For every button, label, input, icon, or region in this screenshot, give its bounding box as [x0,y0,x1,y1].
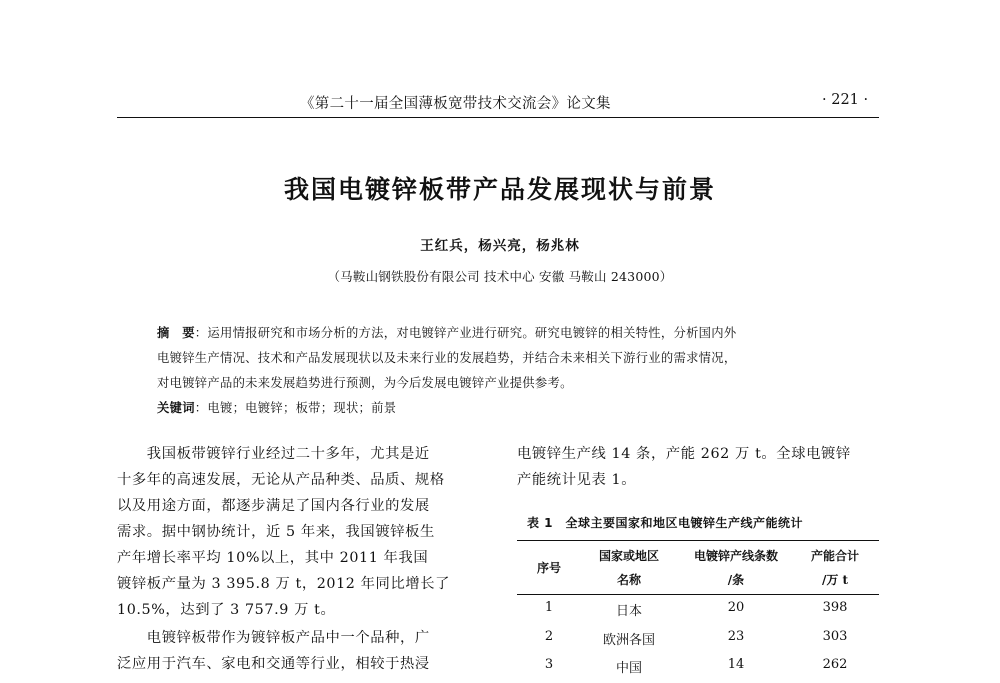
table-header-region-sub: 名称 [616,573,641,587]
keywords-label: 关键词 [157,401,195,415]
body-line: 产年增长率平均 10%以上，其中 2011 年我国 [117,550,429,566]
table-cell-capacity: 303 [822,629,848,644]
table-cell-region: 中国 [615,661,642,676]
table-cell-region: 日本 [615,604,642,619]
abstract-line [157,323,736,341]
table-top-rule [517,540,879,541]
table-header-lines-unit: /条 [727,573,745,587]
body-line: 泛应用于汽车、家电和交通等行业，相较于热浸 [117,656,430,672]
table-cell-capacity: 262 [822,657,848,672]
abstract-text: ：运用情报研究和市场分析的方法，对电镀锌产业进行研究。研究电镀锌的相关特性，分析国内外 [194,326,737,340]
body-line: 产能统计见表 1。 [517,472,637,488]
table-cell-lines: 14 [727,657,745,672]
paper-title: 我国电镀锌板带产品发展现状与前景 [283,175,716,204]
abstract-line: 电镀锌生产情况、技术和产品发展现状以及未来行业的发展趋势，并结合未来相关下游行业的需求情况， [157,351,737,365]
header-rule [117,117,879,118]
table-caption: 表 1 全球主要国家和地区电镀锌生产线产能统计 [527,516,804,530]
paper-affiliation: （马鞍山钢铁股份有限公司 技术中心 安徽 马鞍山 243000） [327,269,673,284]
table-header-region: 国家或地区 [598,549,659,563]
table-cell-region: 欧洲各国 [602,633,655,648]
body-line: 十多年的高速发展，无论从产品种类、品质、规格 [117,472,445,488]
body-line: 电镀锌生产线 14 条，产能 262 万 t。全球电镀锌 [517,446,851,462]
body-line: 电镀锌板带作为镀锌板产品中一个品种，广 [117,630,430,646]
table-cell-seq: 3 [544,657,554,672]
body-line: 需求。据中钢协统计，近 5 年来，我国镀锌板生 [117,524,435,540]
abstract-line: 对电镀锌产品的未来发展趋势进行预测，为今后发展电镀锌产业提供参考。 [157,376,573,390]
table-cell-seq: 1 [544,600,554,615]
body-line: 以及用途方面，都逐步满足了国内各行业的发展 [117,498,430,514]
keywords-line [157,398,396,416]
table-cell-seq: 2 [544,629,554,644]
table-header-rule [517,594,879,595]
table-cell-lines: 23 [727,629,745,644]
table-header-lines: 电镀锌产线条数 [693,549,778,563]
body-line: 镀锌板产量为 3 395.8 万 t，2012 年同比增长了 [117,576,451,592]
table-header-capacity: 产能合计 [810,549,859,563]
table-cell-capacity: 398 [822,600,848,615]
body-line: 我国板带镀锌行业经过二十多年，尤其是近 [117,446,430,462]
paper-authors: 王红兵，杨兴亮，杨兆林 [420,238,580,254]
abstract-label: 摘 要 [157,326,195,340]
keywords-text: ：电镀；电镀锌；板带；现状；前景 [194,401,397,415]
table-cell-lines: 20 [727,600,745,615]
page-number: · 221 · [822,92,869,108]
body-line: 10.5%，达到了 3 757.9 万 t。 [117,602,336,618]
running-header: 《第二十一届全国薄板宽带技术交流会》论文集 [300,96,611,112]
table-header-seq: 序号 [536,561,561,575]
table-header-capacity-unit: /万 t [821,573,849,587]
